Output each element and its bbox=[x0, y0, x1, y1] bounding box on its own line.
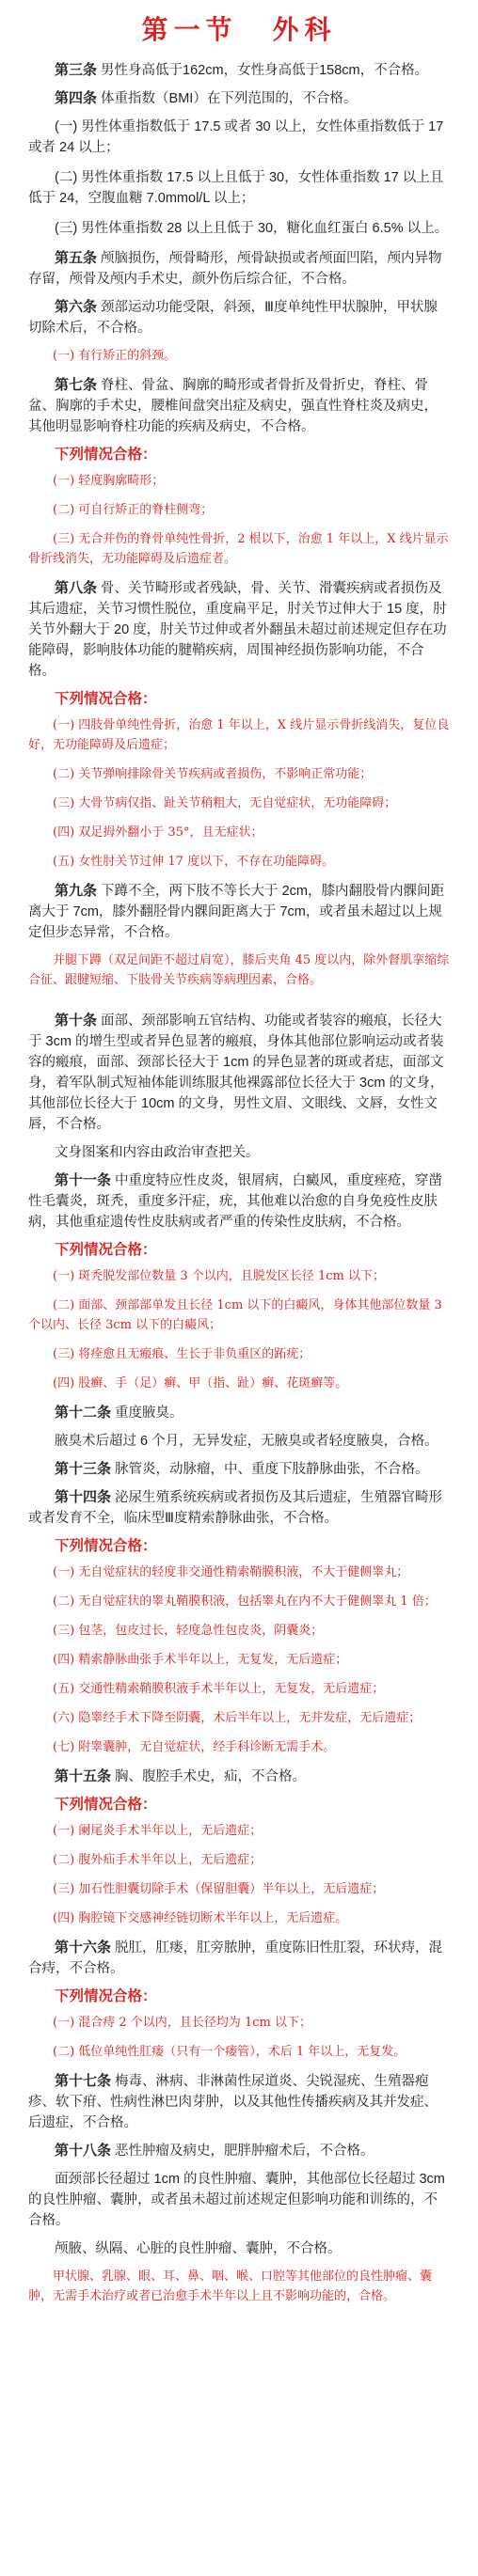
article-text: 颅脑损伤，颅骨畸形，颅骨缺损或者颅面凹陷，颅内异物存留，颅骨及颅内手术史，颜外伤后综合征，不合格。 bbox=[28, 251, 442, 287]
article-number: 第九条 bbox=[55, 883, 98, 899]
article-paragraph bbox=[28, 248, 450, 290]
article-paragraph bbox=[28, 88, 450, 109]
article-paragraph bbox=[28, 1459, 450, 1480]
article-paragraph bbox=[28, 1767, 450, 1787]
paragraph: 腋臭术后超过 6 个月，无异发症，无腋臭或者轻度腋臭，合格。 bbox=[55, 1434, 438, 1449]
article-number: 第三条 bbox=[55, 62, 98, 78]
note-item: (三) 加石性胆囊切除手术（保留胆囊）半年以上，无后遗症； bbox=[53, 1882, 385, 1896]
spacer bbox=[28, 999, 450, 1011]
qualified-header: 下列情况合格： bbox=[55, 1988, 157, 2004]
document-body bbox=[28, 60, 450, 2306]
note-item: (一) 混合痔 2 个以内，且长径均为 1cm 以下； bbox=[53, 2016, 311, 2030]
qualified-header: 下列情况合格： bbox=[55, 1538, 157, 1554]
article-text: 颈部运动功能受限，斜颈，Ⅲ度单纯性甲状腺肿，甲状腺切除术后，不合格。 bbox=[28, 300, 438, 336]
article-text: 梅毒、淋病、非淋菌性尿道炎、尖锐湿疣、生殖器疱疹、软下疳、性病性淋巴肉芽肿，以及其他性传播疾病及其并发症、后遗症，不合格。 bbox=[28, 2074, 438, 2130]
article-text: 重度腋臭。 bbox=[111, 1406, 183, 1421]
article-text: 下蹲不全，两下肢不等长大于 2cm，膝内翻股骨内髁间距离大于 7cm，膝外翻胫骨内髁间距离大于 7cm，或者虽未超过以上规定但步态异常，不合格。 bbox=[28, 884, 444, 940]
note-item: (一) 四肢骨单纯性骨折，治愈 1 年以上，X 线片显示骨折线消失，复位良好，无功能障碍及后遗症； bbox=[28, 718, 450, 752]
article-text: 男性身高低于162cm，女性身高低于158cm，不合格。 bbox=[97, 63, 429, 78]
note-item: (四) 股癣、手（足）癣、甲（指、趾）癣、花斑癣等。 bbox=[53, 1376, 348, 1390]
article-paragraph bbox=[28, 2141, 450, 2161]
sub-item: (三) 男性体重指数 28 以上且低于 30，糖化血红蛋白 6.5% 以上。 bbox=[55, 221, 449, 236]
note-item: (一) 斑秃脱发部位数量 3 个以内，且脱发区长径 1cm 以下； bbox=[53, 1269, 385, 1283]
article-text: 泌尿生殖系统疾病或者损伤及其后遗症，生殖器官畸形或者发育不全，临床型Ⅲ度精索静脉曲张，不合格。 bbox=[28, 1490, 443, 1526]
article-number: 第七条 bbox=[55, 377, 98, 393]
note-item: (二) 面部、颈部部单发且长径 1cm 以下的白癜风，身体其他部位数量 3 个以内、长径 3cm 以下的白癜风； bbox=[28, 1298, 442, 1332]
note-item: (二) 无自觉症状的睾丸鞘膜积液，包括睾丸在内不大于健侧睾丸 1 倍； bbox=[53, 1594, 437, 1609]
note-item: (五) 女性肘关节过伸 17 度以下，不存在功能障碍。 bbox=[53, 855, 335, 869]
note-item: (一) 有行矫正的斜颈。 bbox=[53, 349, 177, 363]
article-paragraph bbox=[28, 1403, 450, 1423]
article-text: 中重度特应性皮炎，银屑病，白癜风，重度痤疮，穿凿性毛囊炎，斑秃，重度多汗症，疣，其他难以治愈的自身免疫性皮肤病，其他重症遗传性皮肤病或者严重的传染性皮肤病，不合格。 bbox=[28, 1173, 443, 1230]
note-item: (六) 隐睾经手术下降至阴囊，术后半年以上，无并发症，无后遗症； bbox=[53, 1711, 422, 1725]
article-number: 第十七条 bbox=[55, 2073, 112, 2089]
qualified-header: 下列情况合格： bbox=[55, 447, 157, 463]
qualified-header: 下列情况合格： bbox=[55, 1797, 157, 1813]
paragraph: 面颈部长径超过 1cm 的良性肿瘤、囊肿，其他部位长径超过 3cm 的良性肿瘤、囊肿，或者虽未超过前述规定但影响功能和训练的，不合格。 bbox=[28, 2172, 445, 2228]
article-paragraph bbox=[28, 1938, 450, 1979]
qualified-header: 下列情况合格： bbox=[55, 691, 157, 707]
note-item: (七) 附睾囊肿，无自觉症状，经手科诊断无需手术。 bbox=[53, 1740, 336, 1754]
article-number: 第八条 bbox=[55, 580, 98, 596]
article-paragraph bbox=[28, 375, 450, 437]
note-item: (三) 大骨节病仅指、趾关节稍粗大，无自觉症状，无功能障碍； bbox=[53, 796, 397, 810]
article-paragraph bbox=[28, 578, 450, 682]
article-paragraph bbox=[28, 60, 450, 81]
note-item: 甲状腺、乳腺、眼、耳、鼻、咽、喉、口腔等其他部位的良性肿瘤、囊肿，无需手术治疗或者已治愈手术半年以上且不影响功能的，合格。 bbox=[28, 2270, 433, 2303]
note-item: (一) 阑尾炎手术半年以上，无后遗症； bbox=[53, 1824, 263, 1838]
section-title: 第一节 外科 bbox=[141, 16, 337, 45]
article-number: 第五条 bbox=[55, 250, 98, 266]
note-item: (三) 包茎，包皮过长，轻度急性包皮炎，阴囊炎； bbox=[53, 1624, 324, 1638]
article-paragraph bbox=[28, 881, 450, 943]
article-text: 胸、腹腔手术史，疝，不合格。 bbox=[111, 1769, 307, 1784]
paragraph: 文身图案和内容由政治审查把关。 bbox=[55, 1145, 260, 1160]
article-text: 体重指数（BMI）在下列范围的，不合格。 bbox=[97, 91, 358, 106]
article-text: 面部、颈部影响五官结构、功能或者装容的瘢痕，长径大于 3cm 的增生型或者异色显著的瘢痕，身体其他部位影响运动或者装容的瘢痕，面部、颈部长径大于 1cm 的异色显著的斑或者痣，面部文身，着军队制式短袖体能训练服其他裸露部位长径大于 3cm 的文身，其他部位长径大于 10cm 的文身，男性文眉、文眼线、文唇，女性文唇，不合格。 bbox=[28, 1013, 444, 1132]
note-item: (四) 胸腔镜下交感神经链切断术半年以上，无后遗症。 bbox=[53, 1911, 348, 1925]
article-number: 第十八条 bbox=[55, 2143, 112, 2159]
article-number: 第十一条 bbox=[55, 1172, 112, 1188]
note-item: (二) 可自行矫正的脊柱侧弯； bbox=[53, 503, 214, 517]
article-number: 第十二条 bbox=[55, 1405, 112, 1421]
article-number: 第十三条 bbox=[55, 1461, 112, 1477]
sub-item: (二) 男性体重指数 17.5 以上且低于 30，女性体重指数 17 以上且低于 24，空腹血糖 7.0mmol/L 以上； bbox=[28, 170, 444, 206]
article-paragraph bbox=[28, 1487, 450, 1529]
article-number: 第十条 bbox=[55, 1013, 98, 1029]
note-item: (二) 关节弹响排除骨关节疾病或者损伤，不影响正常功能； bbox=[53, 767, 373, 781]
note-item: (一) 无自觉症状的轻度非交通性精索鞘膜积液，不大于健侧睾丸； bbox=[53, 1565, 409, 1579]
article-text: 脊柱、骨盆、胸廓的畸形或者骨折及骨折史，脊柱、骨盆、胸廓的手术史，腰椎间盘突出症及病史，强直性脊柱炎及病史，其他明显影响脊柱功能的疾病及病史，不合格。 bbox=[28, 378, 438, 434]
note-item: 并腿下蹲（双足间距不超过肩宽），膝后夹角 45 度以内，除外督肌挛缩综合征、跟腱短缩、下肢骨关节疾病等病理因素，合格。 bbox=[28, 953, 450, 987]
article-text: 脱肛，肛瘘，肛旁脓肿，重度陈旧性肛裂，环状痔，混合痔，不合格。 bbox=[28, 1940, 443, 1976]
note-item: (二) 低位单纯性肛瘘（只有一个瘘管），术后 1 年以上，无复发。 bbox=[53, 2045, 406, 2059]
article-number: 第六条 bbox=[55, 299, 98, 315]
sub-item: (一) 男性体重指数低于 17.5 或者 30 以上，女性体重指数低于 17 或者 24 以上； bbox=[28, 119, 444, 155]
note-item: (三) 无合并伤的脊骨单纯性骨折，2 根以下，治愈 1 年以上，X 线片显示骨折线消失，无功能障碍及后遗症者。 bbox=[28, 532, 449, 566]
note-item: (四) 精索静脉曲张手术半年以上，无复发，无后遗症； bbox=[53, 1653, 348, 1667]
qualified-header: 下列情况合格： bbox=[55, 1242, 157, 1258]
article-number: 第十五条 bbox=[55, 1768, 112, 1784]
article-number: 第四条 bbox=[55, 90, 98, 106]
article-number: 第十四条 bbox=[55, 1489, 112, 1505]
paragraph: 颅腋、纵隔、心脏的良性肿瘤、囊肿，不合格。 bbox=[55, 2241, 342, 2256]
note-item: (一) 轻度胸廓畸形； bbox=[53, 474, 165, 488]
article-text: 恶性肿瘤及病史，肥胖肿瘤术后，不合格。 bbox=[111, 2144, 374, 2159]
article-text: 骨、关节畸形或者残缺，骨、关节、滑囊疾病或者损伤及其后遗症，关节习惯性脱位，重度扁平足，肘关节过伸大于 15 度，肘关节外翻大于 20 度，肘关节过伸或者外翻虽未超过前述规定但存在功能障碍，影响肢体功能的腱鞘疾病，周围神经损伤影响功能，不合格。 bbox=[28, 581, 447, 679]
article-paragraph bbox=[28, 297, 450, 338]
article-paragraph bbox=[28, 1011, 450, 1135]
note-item: (四) 双足拇外翻小于 35°，且无症状； bbox=[53, 825, 263, 840]
article-paragraph bbox=[28, 2071, 450, 2133]
note-item: (三) 将痊愈且无瘢痕、生长于非负重区的跖疣； bbox=[53, 1347, 311, 1361]
article-paragraph bbox=[28, 1170, 450, 1233]
article-number: 第十六条 bbox=[55, 1940, 112, 1956]
note-item: (五) 交通性精索鞘膜积液手术半年以上，无复发，无后遗症； bbox=[53, 1682, 385, 1696]
note-item: (二) 腹外疝手术半年以上，无后遗症； bbox=[53, 1853, 263, 1867]
article-text: 脉管炎，动脉瘤，中、重度下肢静脉曲张，不合格。 bbox=[111, 1462, 429, 1477]
